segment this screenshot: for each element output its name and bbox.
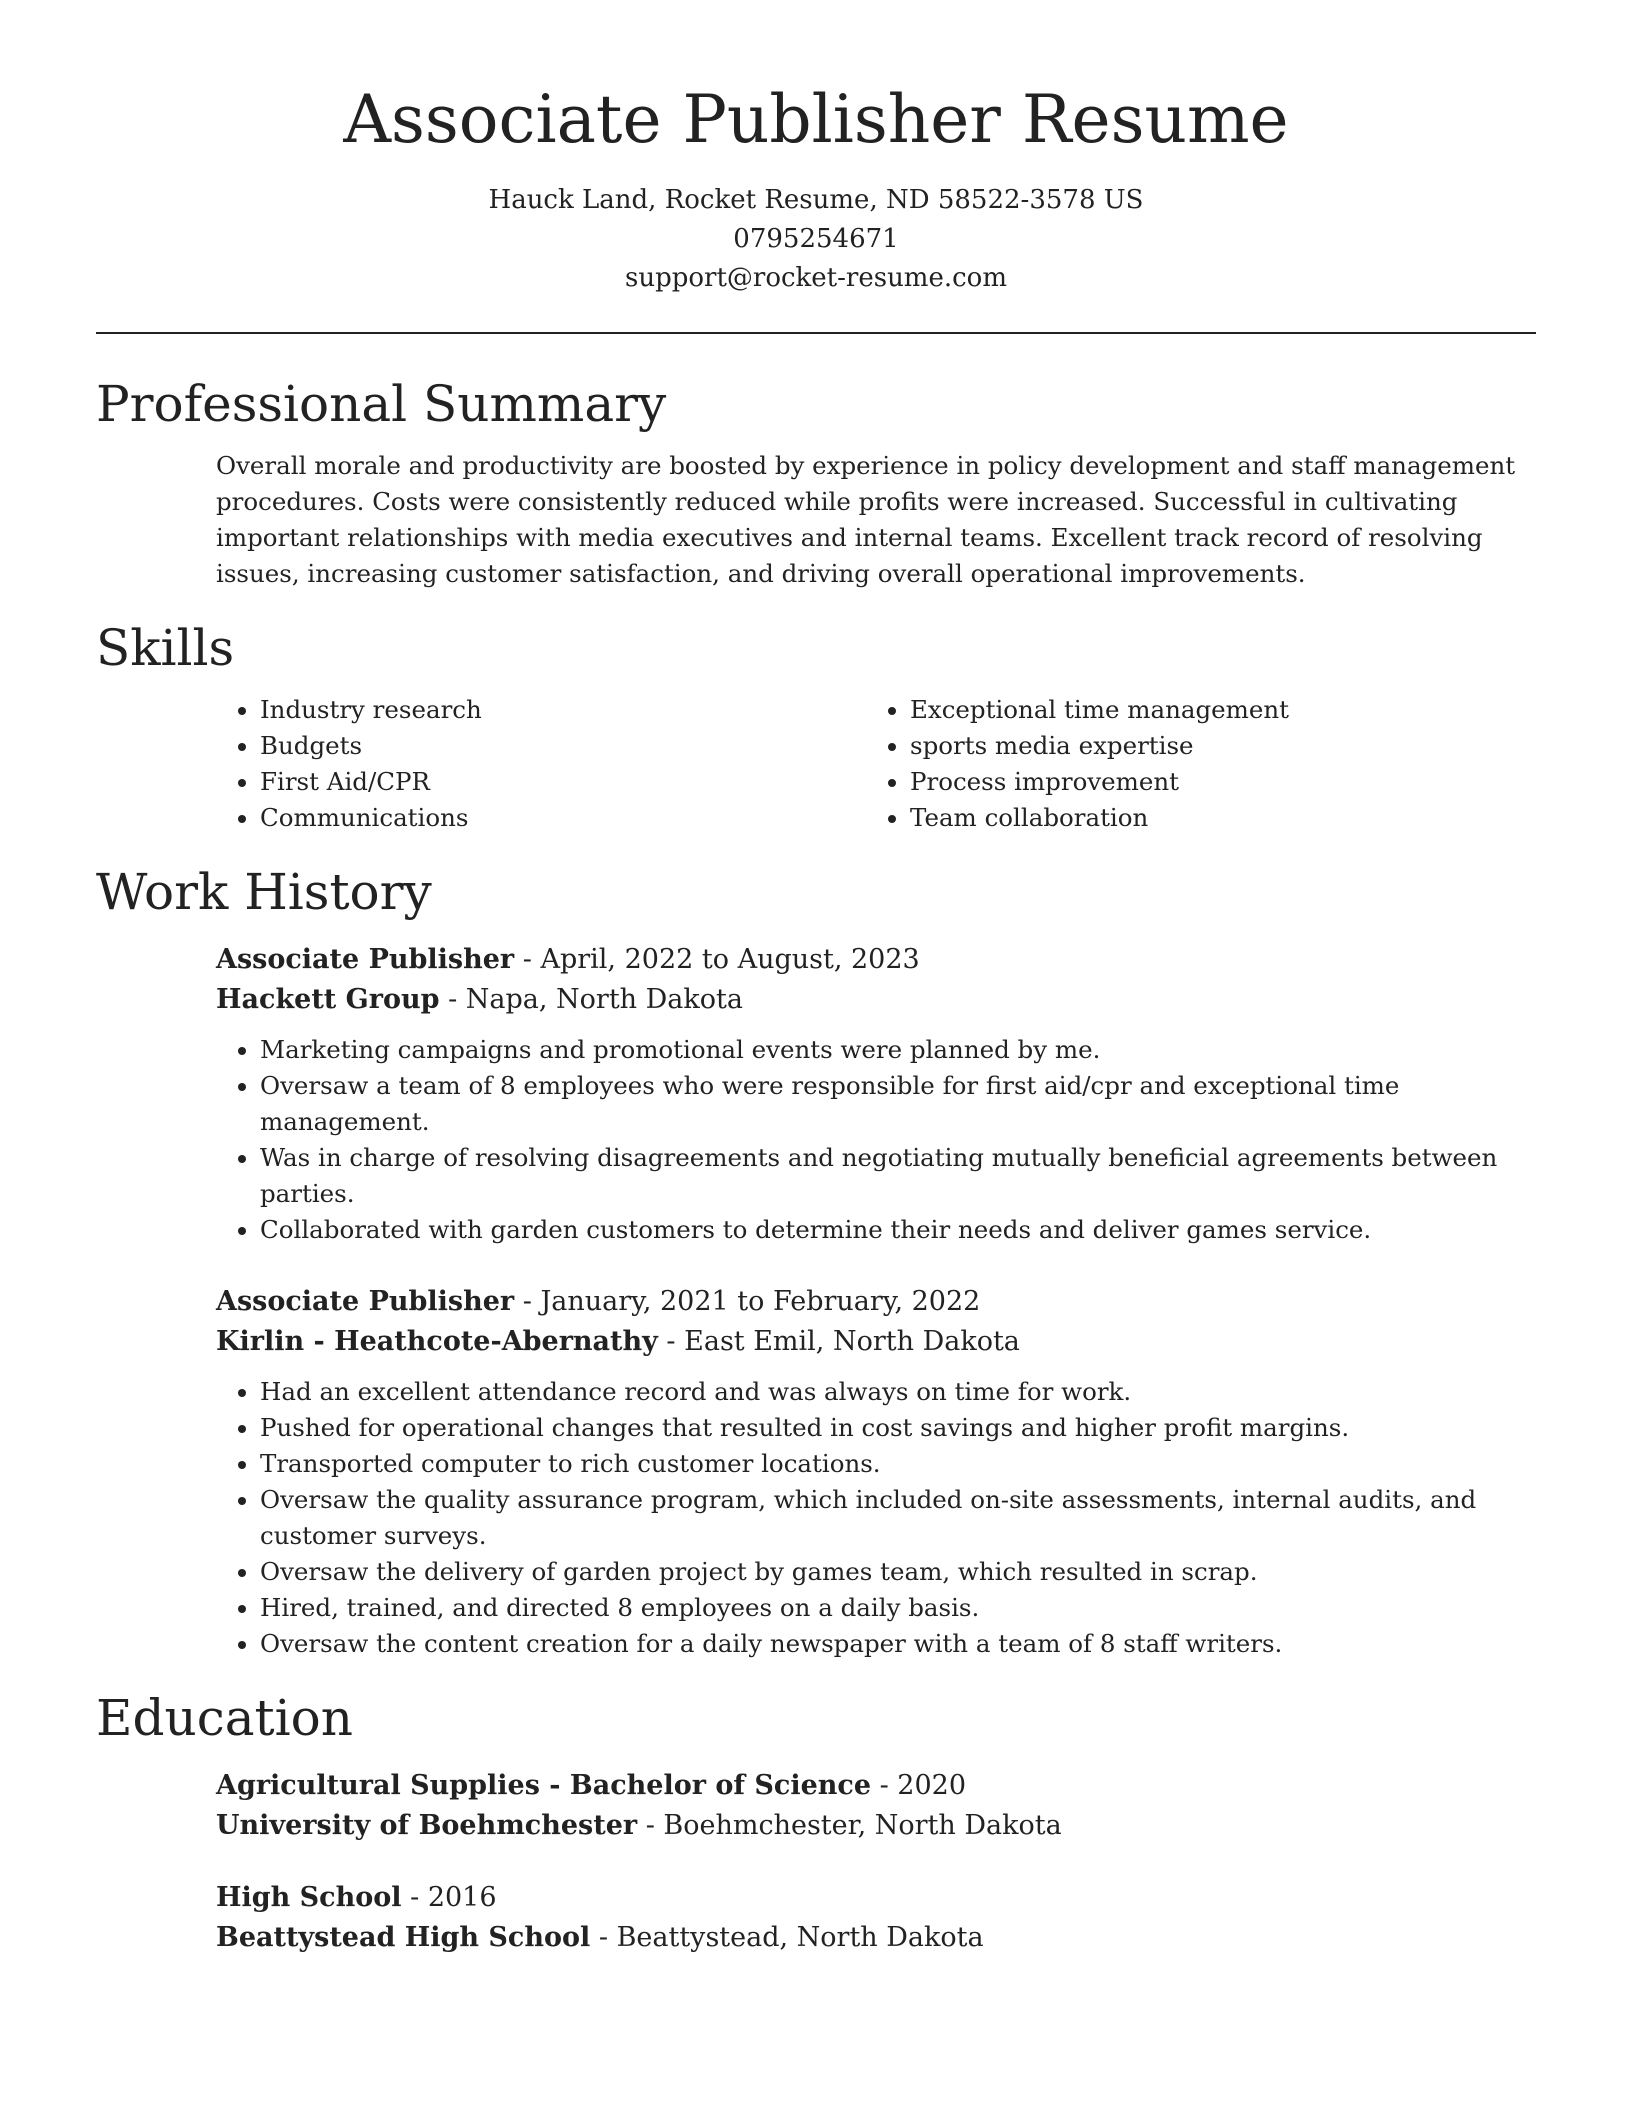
education-school-line (216, 1918, 1536, 1958)
skill-item: • sports media expertise (910, 728, 1536, 764)
education-degree: Agricultural Supplies - Bachelor of Science (216, 1770, 872, 1802)
summary-text: Overall morale and productivity are boosted by experience in policy development and staff management procedures. Costs were consistently reduced while profits were increased. Successful in cultivating important relationships with media executives and internal teams. Excellent track record of resolving issues, increasing customer satisfaction, and driving overall operational improvements. (216, 451, 1516, 589)
job-bullet: • Transported computer to rich customer locations. (260, 1446, 1536, 1482)
skill-item: • Budgets (260, 728, 866, 764)
job-bullet: • Oversaw the quality assurance program, which included on-site assessments, internal audits, and customer surveys. (260, 1482, 1536, 1554)
contact-info (96, 181, 1536, 298)
education-school-line (216, 1806, 1536, 1846)
education-degree: High School (216, 1882, 402, 1914)
education-entry (96, 1766, 1536, 1846)
education-location: - Beattystead, North Dakota (590, 1922, 984, 1954)
job-company: Hackett Group (216, 984, 440, 1016)
section-heading-summary: Professional Summary (96, 375, 667, 434)
job-header (96, 940, 1536, 1020)
skill-item: • First Aid/CPR (260, 764, 866, 800)
resume-header (96, 0, 1536, 298)
job-bullets (96, 1032, 1536, 1248)
job-title: Associate Publisher (216, 1286, 515, 1318)
skill-item: • Process improvement (910, 764, 1536, 800)
job-entry (96, 1282, 1536, 1662)
contact-phone: 0795254671 (733, 224, 899, 255)
education-section (96, 1688, 1536, 1958)
education-degree-line (216, 1878, 1536, 1918)
contact-email: support@rocket-resume.com (624, 263, 1007, 294)
section-heading-education: Education (96, 1689, 353, 1748)
skills-list-left (216, 692, 866, 836)
work-history-section (96, 862, 1536, 1662)
skills-list-right (866, 692, 1536, 836)
job-header (96, 1282, 1536, 1362)
skill-item: • Exceptional time management (910, 692, 1536, 728)
contact-address: Hauck Land, Rocket Resume, ND 58522-3578 US (488, 185, 1144, 216)
job-bullets (96, 1374, 1536, 1662)
job-bullet: • Had an excellent attendance record and was always on time for work. (260, 1374, 1536, 1410)
job-company-line (216, 980, 1536, 1020)
job-location: - Napa, North Dakota (439, 984, 743, 1016)
job-bullet: • Oversaw the content creation for a daily newspaper with a team of 8 staff writers. (260, 1626, 1536, 1662)
job-bullet: • Collaborated with garden customers to determine their needs and deliver games service. (260, 1212, 1536, 1248)
job-dates: - April, 2022 to August, 2023 (514, 944, 920, 976)
skill-item: • Industry research (260, 692, 866, 728)
education-location: - Boehmchester, North Dakota (637, 1810, 1062, 1842)
education-degree-line (216, 1766, 1536, 1806)
section-heading-skills: Skills (96, 619, 235, 678)
job-company-line (216, 1322, 1536, 1362)
job-bullet: • Was in charge of resolving disagreements and negotiating mutually beneficial agreements between parties. (260, 1140, 1536, 1212)
skills-grid (96, 692, 1536, 836)
skills-section (96, 618, 1536, 836)
job-entry (96, 940, 1536, 1248)
education-year: - 2016 (401, 1882, 497, 1914)
job-bullet: • Marketing campaigns and promotional events were planned by me. (260, 1032, 1536, 1068)
job-bullet: • Hired, trained, and directed 8 employees on a daily basis. (260, 1590, 1536, 1626)
resume-page (96, 0, 1536, 1958)
page-title: Associate Publisher Resume (343, 81, 1289, 158)
job-bullet: • Oversaw the delivery of garden project by games team, which resulted in scrap. (260, 1554, 1536, 1590)
summary-section (96, 374, 1536, 592)
job-title-line (216, 940, 1536, 980)
job-title-line (216, 1282, 1536, 1322)
section-heading-work: Work History (96, 863, 432, 922)
job-bullet: • Oversaw a team of 8 employees who were responsible for first aid/cpr and exceptional time management. (260, 1068, 1536, 1140)
job-location: - East Emil, North Dakota (657, 1326, 1020, 1358)
education-entry (96, 1878, 1536, 1958)
skill-item: • Communications (260, 800, 866, 836)
header-divider (96, 332, 1536, 334)
job-company: Kirlin - Heathcote-Abernathy (216, 1326, 658, 1358)
job-dates: - January, 2021 to February, 2022 (514, 1286, 981, 1318)
job-bullet: • Pushed for operational changes that resulted in cost savings and higher profit margins. (260, 1410, 1536, 1446)
education-school: Beattystead High School (216, 1922, 591, 1954)
education-year: - 2020 (871, 1770, 967, 1802)
job-title: Associate Publisher (216, 944, 515, 976)
education-school: University of Boehmchester (216, 1810, 638, 1842)
skill-item: • Team collaboration (910, 800, 1536, 836)
